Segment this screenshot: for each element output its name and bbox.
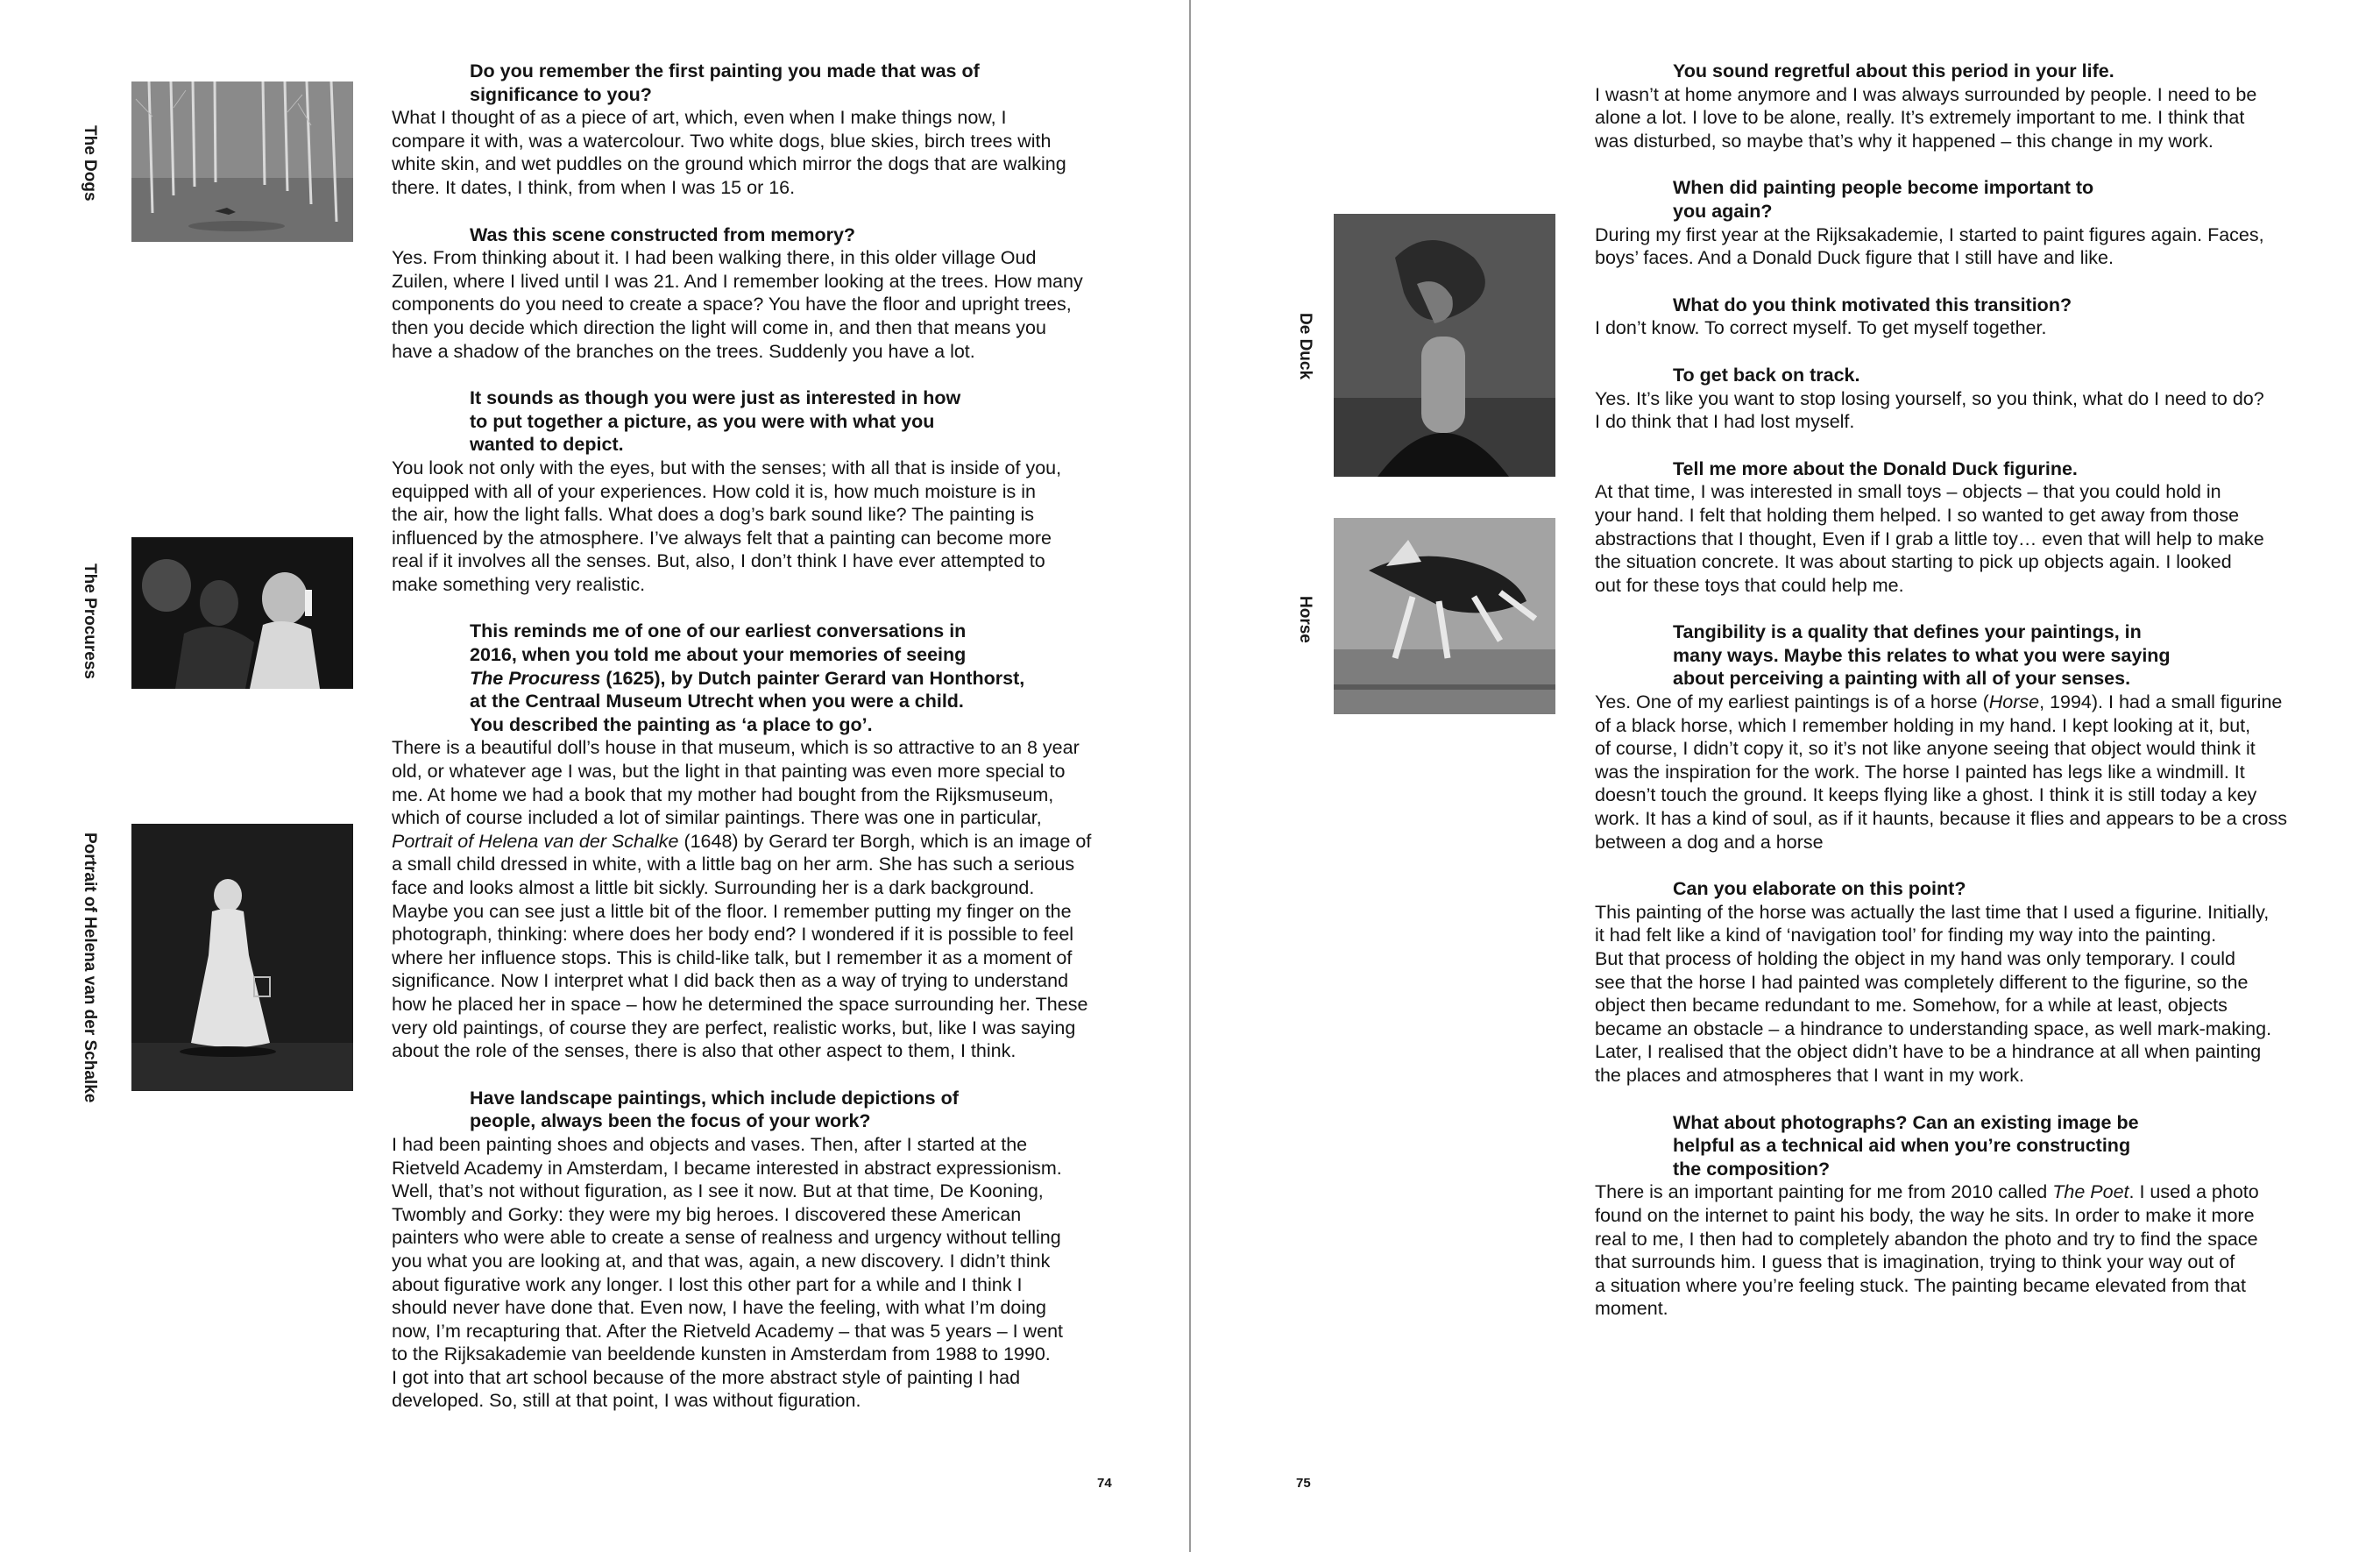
answer-line: which of course included a lot of similar paintings. There was one in particular, — [392, 807, 1042, 829]
answer-line: face and looks almost a little bit sickly. Surrounding her is a dark background. — [392, 877, 1035, 898]
answer-line: it had felt like a kind of ‘navigation tool’ for finding my way into the painting. — [1595, 925, 2217, 946]
answer-line: have a shadow of the branches on the trees. Suddenly you have a lot. — [392, 340, 975, 362]
question-line: people, always been the focus of your work? — [470, 1110, 871, 1132]
answer — [1595, 480, 2322, 597]
question-line: significance to you? — [470, 83, 652, 105]
question-line: What about photographs? Can an existing image be — [1673, 1111, 2139, 1133]
answer-line: At that time, I was interested in small toys – objects – that you could hold in — [1595, 481, 2221, 503]
answer-line: to the Rijksakademie van beeldende kunsten in Amsterdam from 1988 to 1990. — [392, 1343, 1051, 1365]
caption-the-procuress: The Procuress — [81, 563, 99, 679]
answer-line: moment. — [1595, 1298, 1668, 1320]
question-line: Was this scene constructed from memory? — [470, 223, 856, 245]
question — [1595, 457, 2322, 481]
question-line: Tell me more about the Donald Duck figurine. — [1673, 457, 2078, 479]
answer-line: about the role of the senses, there is also that other aspect to them, I think. — [392, 1040, 1016, 1062]
question-line: many ways. Maybe this relates to what you were saying — [1673, 644, 2171, 666]
page-number: 74 — [1097, 1476, 1112, 1491]
answer-line: the places and atmospheres that I want in my work. — [1595, 1064, 2024, 1086]
answer-line: make something very realistic. — [392, 573, 646, 595]
question-line: This reminds me of one of our earliest conversations in — [470, 620, 967, 642]
answer-text: There is an important painting for me from 2010 called — [1595, 1181, 2053, 1203]
question-line: To get back on track. — [1673, 364, 1860, 386]
answer-line: I had been painting shoes and objects and vases. Then, after I started at the — [392, 1133, 1028, 1155]
answer-line: Well, that’s not without figuration, as I see it now. But at that time, De Kooning, — [392, 1180, 1044, 1202]
caption-de-duck: De Duck — [1296, 313, 1314, 380]
answer-line: white skin, and wet puddles on the ground which mirror the dogs that are walking — [392, 153, 1066, 175]
answer-line: alone a lot. I love to be alone, really. It’s extremely important to me. I think that — [1595, 107, 2245, 129]
answer-line: out for these toys that could help me. — [1595, 574, 1904, 596]
answer-line: of a black horse, which I remember holding in my hand. I kept looking at it, but, — [1595, 714, 2251, 736]
answer-line: components do you need to create a space? You have the floor and upright trees, — [392, 294, 1072, 315]
question — [1595, 1111, 2322, 1181]
question-line: When did painting people become important to — [1673, 177, 2094, 199]
right-interview-column — [1595, 60, 2322, 1344]
answer — [1595, 1180, 2322, 1321]
thumbnail-de-duck — [1334, 214, 1555, 477]
answer-line: real if it involves all the senses. But, also, I don’t think I have ever attempted to — [392, 550, 1045, 572]
answer-line: now, I’m recapturing that. After the Rietveld Academy – that was 5 years – I went — [392, 1320, 1064, 1342]
answer-line: between a dog and a horse — [1595, 831, 1824, 853]
question — [1595, 60, 2322, 83]
answer-line: very old paintings, of course they are perfect, realistic works, but, like I was saying — [392, 1017, 1076, 1038]
answer-line: work. It has a kind of soul, as if it haunts, because it flies and appears to be a cross — [1595, 808, 2287, 830]
answer-line: was the inspiration for the work. The horse I painted has legs like a windmill. It — [1595, 761, 2245, 783]
caption-the-dogs: The Dogs — [81, 125, 99, 202]
question-text: (1625), by Dutch painter Gerard van Honthorst, — [600, 667, 1025, 689]
answer — [1595, 691, 2322, 854]
answer-line: Maybe you can see just a little bit of the floor. I remember putting my finger on the — [392, 900, 1072, 922]
answer-line: But that process of holding the object in my hand was only temporary. I could — [1595, 948, 2235, 969]
answer-line: What I thought of as a piece of art, which, even when I make things now, I — [392, 107, 1007, 129]
question — [1595, 294, 2322, 317]
answer-line: painters who were able to create a sense of realness and urgency without telling — [392, 1227, 1061, 1249]
answer-text: . I used a photo — [2129, 1181, 2259, 1203]
answer-line — [1595, 1180, 2322, 1204]
answer-line: Zuilen, where I lived until I was 21. And I remember looking at the trees. How many — [392, 270, 1083, 292]
question-line: It sounds as though you were just as interested in how — [470, 387, 961, 409]
answer-line: should never have done that. Even now, I have the feeling, with what I’m doing — [392, 1297, 1047, 1319]
answer-line: compare it with, was a watercolour. Two white dogs, blue skies, birch trees with — [392, 130, 1052, 152]
answer-line: found on the internet to paint his body, the way he sits. In order to make it more — [1595, 1204, 2255, 1226]
answer-line: I wasn’t at home anymore and I was always surrounded by people. I need to be — [1595, 83, 2257, 105]
question — [1595, 877, 2322, 901]
answer-line: I don’t know. To correct myself. To get myself together. — [1595, 317, 2047, 339]
answer-text: Yes. One of my earliest paintings is of a horse ( — [1595, 691, 1989, 713]
answer-line: equipped with all of your experiences. How cold it is, how much moisture is in — [392, 480, 1036, 502]
answer-line: you what you are looking at, and that was, again, a new discovery. I didn’t think — [392, 1250, 1051, 1272]
question-line: about perceiving a painting with all of your senses. — [1673, 668, 2131, 690]
answer-line: the situation concrete. It was about starting to pick up objects again. I looked — [1595, 551, 2232, 573]
question-line: to put together a picture, as you were with what you — [470, 410, 935, 432]
question-line: Do you remember the first painting you made that was of — [470, 60, 980, 81]
answer-line: became an obstacle – a hindrance to understanding space, as well mark-making. — [1595, 1017, 2272, 1039]
answer-line: there. It dates, I think, from when I was 15 or 16. — [392, 176, 796, 198]
answer-line: old, or whatever age I was, but the light in that painting was even more special to — [392, 761, 1066, 783]
question-line: helpful as a technical aid when you’re constructing — [1673, 1135, 2131, 1157]
answer-line: how he placed her in space – how he determined the space surrounding her. These — [392, 993, 1088, 1015]
question-line: What do you think motivated this transition? — [1673, 294, 2072, 315]
answer-line: You look not only with the eyes, but with the senses; with all that is inside of you, — [392, 457, 1062, 478]
question-line: Can you elaborate on this point? — [1673, 878, 1966, 900]
caption-horse: Horse — [1296, 596, 1314, 643]
answer-line: This painting of the horse was actually the last time that I used a figurine. Initially, — [1595, 901, 2270, 923]
answer-line: I do think that I had lost myself. — [1595, 411, 1855, 433]
answer-line: significance. Now I interpret what I did back then as a way of trying to understand — [392, 970, 1069, 992]
answer-line: boys’ faces. And a Donald Duck figure that I still have and like. — [1595, 247, 2114, 269]
answer-line: a situation where you’re feeling stuck. The painting became elevated from that — [1595, 1274, 2246, 1296]
question-line: Tangibility is a quality that defines your paintings, in — [1673, 621, 2142, 643]
answer-line: Later, I realised that the object didn’t have to be a hindrance at all when painting — [1595, 1041, 2262, 1063]
answer-line: There is a beautiful doll’s house in that museum, which is so attractive to an 8 year — [392, 737, 1080, 759]
answer-line: where her influence stops. This is child-like talk, but I remember it as a moment of — [392, 946, 1073, 968]
answer-line: I got into that art school because of the more abstract style of painting I had — [392, 1366, 1021, 1388]
answer-line: During my first year at the Rijksakademie, I started to paint figures again. Faces, — [1595, 223, 2264, 245]
answer-line: Yes. It’s like you want to stop losing yourself, so you think, what do I need to do? — [1595, 387, 2264, 409]
artwork-title: Horse — [1988, 691, 2040, 713]
answer-line: doesn’t touch the ground. It keeps flying like a ghost. I think it is still today a key — [1595, 784, 2257, 806]
answer-line: Twombly and Gorky: they were my big heroes. I discovered these American — [392, 1203, 1022, 1225]
answer-line: object then became redundant to me. Somehow, for a while at least, objects — [1595, 995, 2228, 1017]
question-line: Have landscape paintings, which include depictions of — [470, 1087, 959, 1109]
answer-line: about figurative work any longer. I lost this other part for a while and I think I — [392, 1273, 1023, 1295]
question — [1595, 176, 2322, 223]
answer — [1595, 316, 2322, 340]
artwork-title: Portrait of Helena van der Schalke — [392, 830, 679, 852]
question-line: wanted to depict. — [470, 434, 624, 456]
thumbnail-horse — [1334, 518, 1555, 714]
answer-line: that surrounds him. I guess that is imagination, trying to think your way out of — [1595, 1251, 2235, 1273]
answer — [1595, 223, 2322, 270]
answer — [1595, 83, 2322, 153]
horse-image — [1334, 518, 1555, 714]
question-line: the composition? — [1673, 1158, 1831, 1180]
answer-line: a small child dressed in white, with a little bag on her arm. She has such a serious — [392, 854, 1075, 875]
answer-line: developed. So, still at that point, I was without figuration. — [392, 1390, 861, 1412]
question-line: You sound regretful about this period in your life. — [1673, 60, 2114, 81]
answer-line: Yes. From thinking about it. I had been walking there, in this older village Oud — [392, 247, 1037, 269]
answer-line: Rietveld Academy in Amsterdam, I became interested in abstract expressionism. — [392, 1157, 1062, 1179]
answer-line: real to me, I then had to completely abandon the photo and try to find the space — [1595, 1228, 2258, 1250]
answer-line: photograph, thinking: where does her body end? I wondered if it is possible to feel — [392, 924, 1074, 946]
answer-line: then you decide which direction the light will come in, and then that means you — [392, 316, 1046, 338]
answer-text: , 1994). I had a small figurine — [2039, 691, 2283, 713]
question-line: 2016, when you told me about your memories of seeing — [470, 644, 967, 666]
de-duck-image — [1334, 214, 1555, 477]
question — [1595, 620, 2322, 691]
answer-line — [1595, 691, 2322, 714]
page-number: 75 — [1296, 1476, 1311, 1491]
question-line: You described the painting as ‘a place to go’. — [470, 713, 873, 735]
answer — [1595, 387, 2322, 434]
answer-line: influenced by the atmosphere. I’ve always felt that a painting can become more — [392, 527, 1052, 549]
caption-portrait-helena: Portrait of Helena van der Schalke — [81, 833, 99, 1103]
answer — [1595, 901, 2322, 1088]
answer-line: abstractions that I thought, Even if I grab a little toy… even that will help to make — [1595, 528, 2264, 549]
answer-line: me. At home we had a book that my mother had bought from the Rijksmuseum, — [392, 783, 1054, 805]
question — [1595, 364, 2322, 387]
artwork-title: The Procuress — [470, 667, 601, 689]
question-line: you again? — [1673, 200, 1773, 222]
artwork-title: The Poet — [2052, 1181, 2129, 1203]
answer-line: see that the horse I had painted was completely different to the figurine, so the — [1595, 971, 2249, 993]
answer-line: of course, I didn’t copy it, so it’s not like anyone seeing that object would think it — [1595, 738, 2256, 760]
answer-text: (1648) by Gerard ter Borgh, which is an image of — [678, 830, 1092, 852]
answer-line: your hand. I felt that holding them helped. I so wanted to get away from those — [1595, 504, 2240, 526]
question-line: at the Centraal Museum Utrecht when you were a child. — [470, 691, 964, 712]
answer-line: was disturbed, so maybe that’s why it happened – this change in my work. — [1595, 130, 2214, 152]
answer-line: the air, how the light falls. What does a dog’s bark sound like? The painting is — [392, 504, 1035, 526]
